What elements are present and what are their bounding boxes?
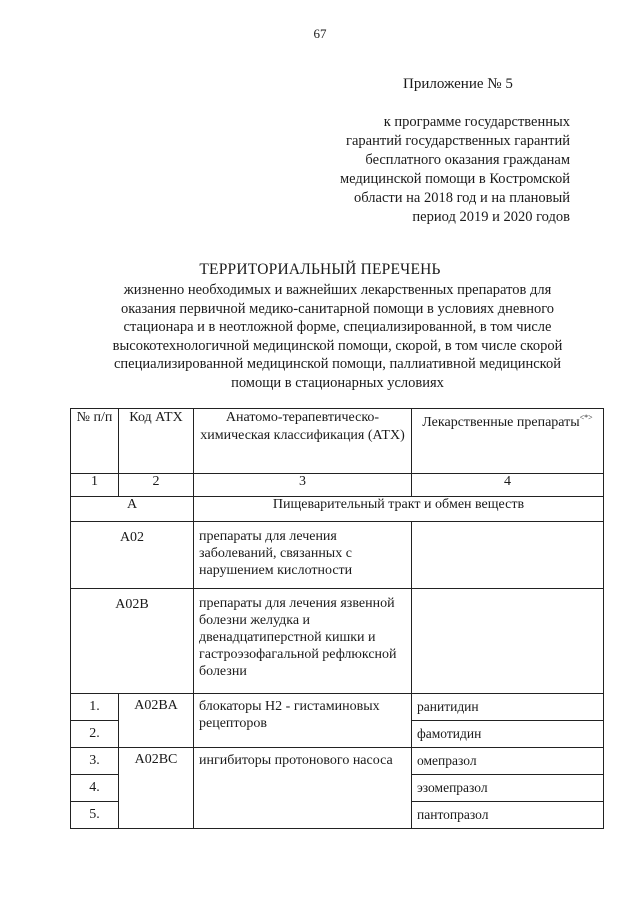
subgroup-name: ингибиторы протонового насоса xyxy=(194,748,412,829)
subtitle-line: стационара и в неотложной форме, специализированной, в том числе xyxy=(123,319,552,335)
column-number: 3 xyxy=(194,474,412,497)
subtitle-line: жизненно необходимых и важнейших лекарственных препаратов для xyxy=(123,282,552,298)
header-drugs xyxy=(412,409,604,474)
header-drugs-label: Лекарственные препараты xyxy=(422,415,580,430)
list-subtitle xyxy=(70,281,605,392)
footnote-mark: <*> xyxy=(579,413,593,422)
program-line: области на 2018 год и на плановый xyxy=(354,190,570,206)
program-line: медицинской помощи в Костромской xyxy=(339,171,570,187)
class-code: A02 xyxy=(71,522,194,589)
empty-drug-cell xyxy=(412,522,604,589)
column-number: 4 xyxy=(412,474,604,497)
header-classification: Анатомо-терапевтическо-химическая классификация (АТХ) xyxy=(194,409,412,474)
subgroup-code: A02BC xyxy=(119,748,194,829)
subtitle-line: помощи в стационарных условиях xyxy=(231,374,444,391)
program-line: к программе государственных xyxy=(383,114,570,130)
table-header-row xyxy=(71,409,604,474)
class-row xyxy=(71,589,604,694)
row-number: 2. xyxy=(71,721,119,748)
drug-name: ранитидин xyxy=(412,694,604,721)
subtitle-line: оказания первичной медико-санитарной помощи в условиях дневного xyxy=(120,300,555,317)
class-row xyxy=(71,522,604,589)
page-number: 67 xyxy=(313,26,327,41)
subgroup-name: блокаторы H2 - гистаминовых рецепторов xyxy=(194,694,412,748)
column-number: 1 xyxy=(71,474,119,497)
class-code: A02B xyxy=(71,589,194,694)
header-num: № п/п xyxy=(71,409,119,474)
drug-list-table xyxy=(70,408,604,829)
appendix-program-reference xyxy=(340,113,570,227)
group-name: Пищеварительный тракт и обмен веществ xyxy=(194,497,604,522)
row-number: 3. xyxy=(71,748,119,775)
drug-name: фамотидин xyxy=(412,721,604,748)
group-row xyxy=(71,497,604,522)
column-number-row xyxy=(71,474,604,497)
table-row xyxy=(71,748,604,775)
subtitle-line: специализированной медицинской помощи, паллиативной медицинской xyxy=(113,356,562,372)
column-number: 2 xyxy=(119,474,194,497)
table-row xyxy=(71,694,604,721)
program-line: период 2019 и 2020 годов xyxy=(412,209,570,225)
subtitle-line: высокотехнологичной медицинской помощи, скорой, в том числе скорой xyxy=(112,337,563,354)
drug-name: пантопразол xyxy=(412,802,604,829)
drug-name: эзомепразол xyxy=(412,775,604,802)
list-title: ТЕРРИТОРИАЛЬНЫЙ ПЕРЕЧЕНЬ xyxy=(199,261,441,278)
group-code: A xyxy=(71,497,194,522)
program-line: гарантий государственных гарантий xyxy=(346,133,570,149)
row-number: 1. xyxy=(71,694,119,721)
header-code: Код АТХ xyxy=(119,409,194,474)
program-line: бесплатного оказания гражданам xyxy=(365,152,570,168)
row-number: 4. xyxy=(71,775,119,802)
subgroup-code: A02BA xyxy=(119,694,194,748)
drug-name: омепразол xyxy=(412,748,604,775)
empty-drug-cell xyxy=(412,589,604,694)
appendix-title: Приложение № 5 xyxy=(403,76,513,92)
row-number: 5. xyxy=(71,802,119,829)
class-name: препараты для лечения язвенной болезни желудка и двенадцатиперстной кишки и гастроэзофагальной рефлюксной болезни xyxy=(194,589,412,694)
class-name: препараты для лечения заболеваний, связанных с нарушением кислотности xyxy=(194,522,412,589)
